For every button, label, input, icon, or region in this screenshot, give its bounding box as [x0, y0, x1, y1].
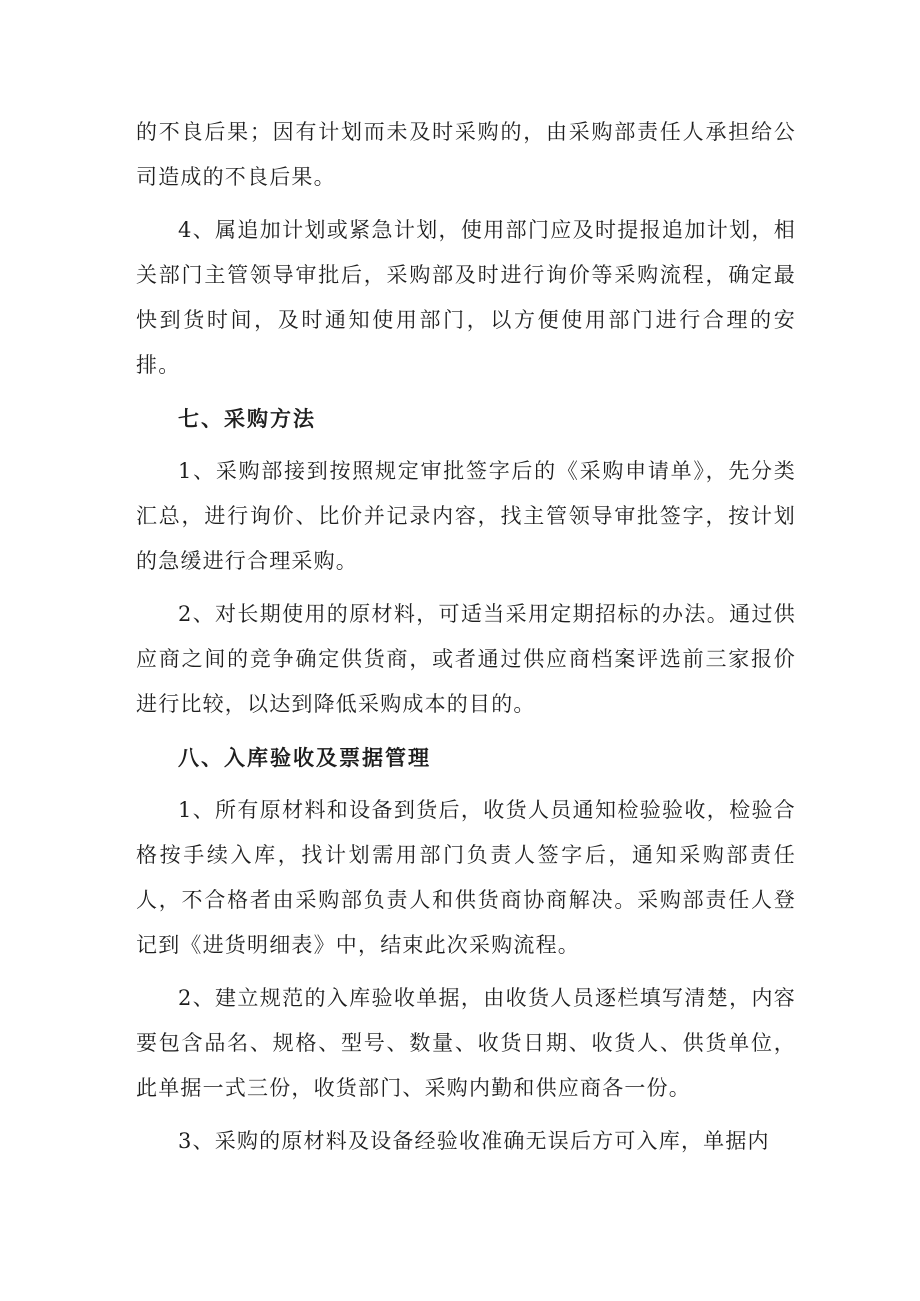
paragraph-item-1: 1、所有原材料和设备到货后，收货人员通知检验验收，检验合格按手续入库，找计划需用部门负责人签字后，通知采购部责任人，不合格者由采购部负责人和供货商协商解决。采购部责任人登记到《进货明细表》中，结束此次采购流程。	[136, 798, 796, 957]
paragraph-item-1: 1、采购部接到按照规定审批签字后的《采购申请单》，先分类汇总，进行询价、比价并记录内容，找主管领导审批签字，按计划的急缓进行合理采购。	[136, 459, 796, 573]
paragraph-item-3: 3、采购的原材料及设备经验收准确无误后方可入库，单据内	[178, 1129, 770, 1153]
document-body	[136, 110, 796, 1164]
paragraph-item-4: 4、属追加计划或紧急计划，使用部门应及时提报追加计划，相关部门主管领导审批后，采购部及时进行询价等采购流程，确定最快到货时间，及时通知使用部门，以方便使用部门进行合理的安排。	[136, 218, 796, 377]
section-heading-8: 八、入库验收及票据管理	[178, 745, 431, 770]
paragraph-continuation: 的不良后果；因有计划而未及时采购的，由采购部责任人承担给公司造成的不良后果。	[136, 120, 796, 189]
paragraph-item-2: 2、建立规范的入库验收单据，由收货人员逐栏填写清楚，内容要包含品名、规格、型号、数量、收货日期、收货人、供货单位，此单据一式三份，收货部门、采购内勤和供应商各一份。	[136, 986, 796, 1100]
section-heading-7: 七、采购方法	[178, 406, 316, 431]
paragraph-item-2: 2、对长期使用的原材料，可适当采用定期招标的办法。通过供应商之间的竞争确定供货商，或者通过供应商档案评选前三家报价进行比较，以达到降低采购成本的目的。	[136, 602, 796, 716]
